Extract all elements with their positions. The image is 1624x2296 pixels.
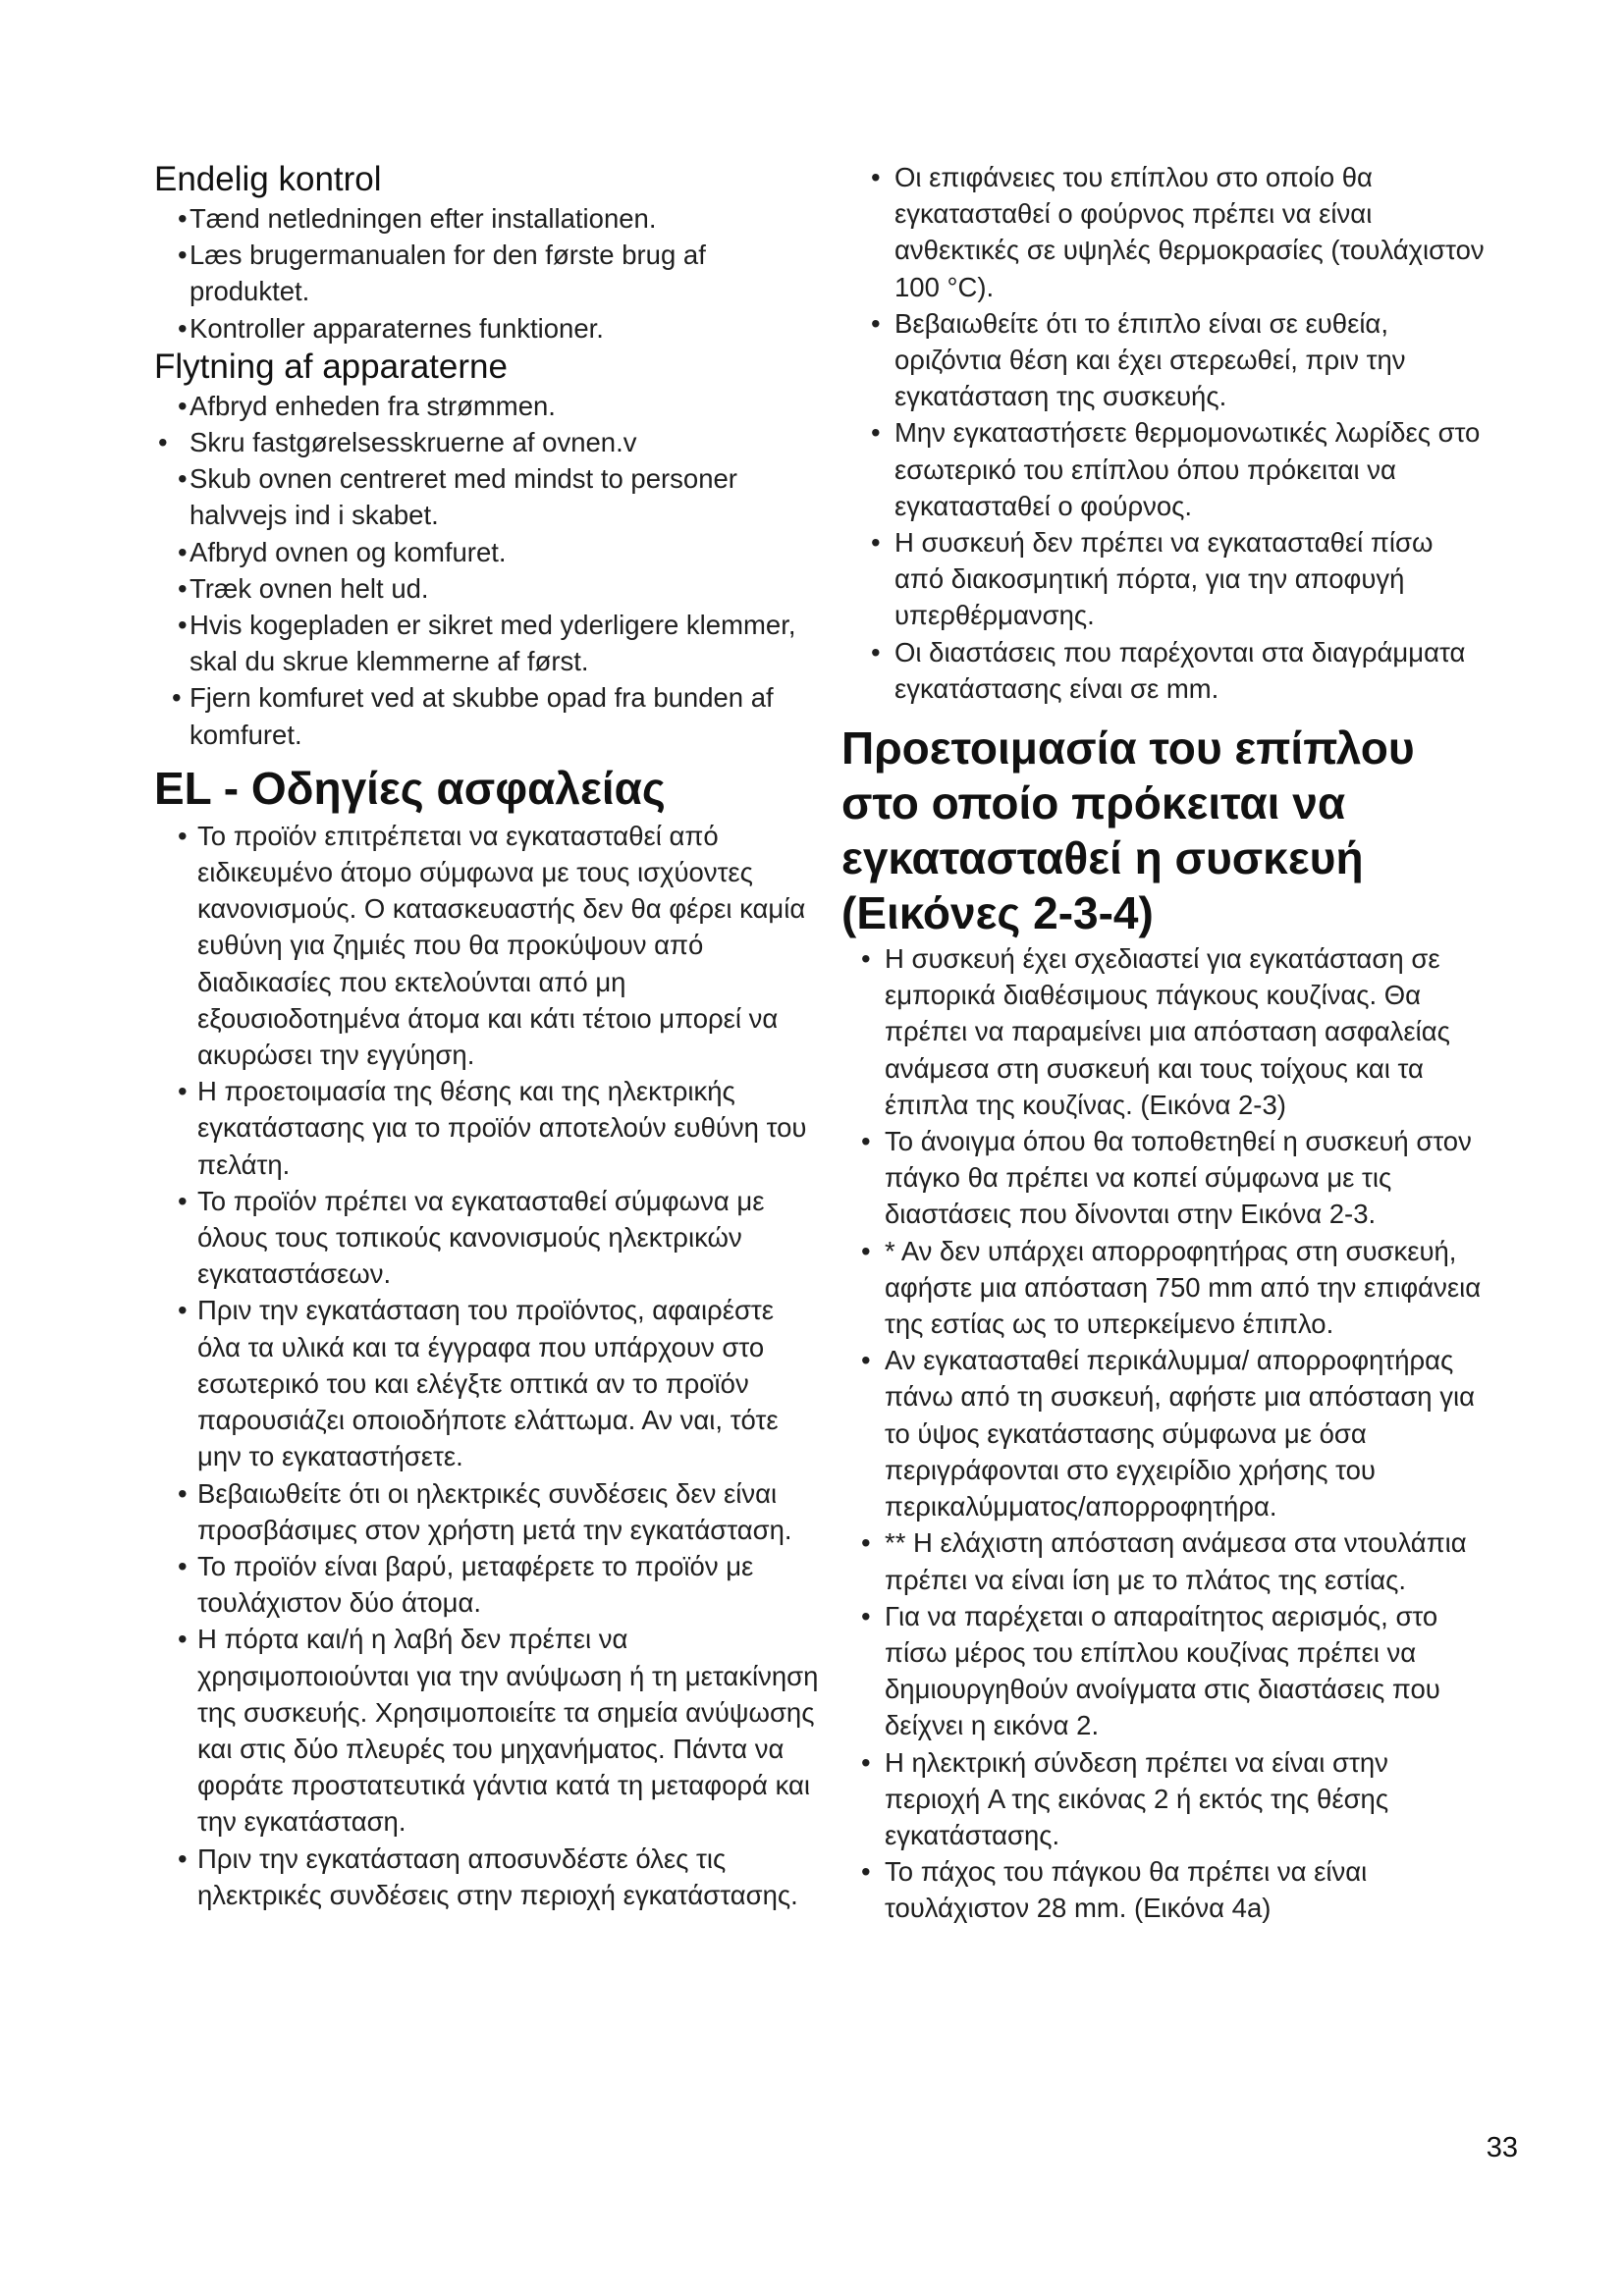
flytning-list	[154, 388, 822, 753]
list-item: • Το προϊόν πρέπει να εγκατασταθεί σύμφωνα με όλους τους τοπικούς κανονισμούς ηλεκτρικών εγκαταστάσεων.	[178, 1185, 765, 1290]
list-item: • Βεβαιωθείτε ότι οι ηλεκτρικές συνδέσεις δεν είναι προσβάσιμες στον χρήστη μετά την εγκατάσταση.	[178, 1477, 792, 1545]
list-item: • Η συσκευή έχει σχεδιαστεί για εγκατάσταση σε εμπορικά διαθέσιμους πάγκους κουζίνας. Θα πρέπει να παραμείνει μια απόσταση ασφαλείας ανάμεσα στη συσκευή και τους τοίχους και τα έπιπλα της κουζίνας. (Εικόνα 2-3)	[861, 943, 1450, 1120]
list-item: • Το άνοιγμα όπου θα τοποθετηθεί η συσκευή στον πάγκο θα πρέπει να κοπεί σύμφωνα με τις διαστάσεις που δίνονται στην Εικόνα 2-3.	[861, 1126, 1472, 1230]
list-item: • Træk ovnen helt ud.	[178, 572, 429, 604]
list-item: • * Αν δεν υπάρχει απορροφητήρας στη συσκευή, αφήστε μια απόσταση 750 mm από την επιφάνεια της εστίας ως το υπερκείμενο έπιπλο.	[861, 1235, 1482, 1340]
list-item: • Afbryd ovnen og komfuret.	[178, 536, 507, 567]
list-item: • Hvis kogepladen er sikret med yderligere klemmer, skal du skrue klemmerne af først.	[178, 610, 796, 677]
list-item: • Για να παρέχεται ο απαραίτητος αερισμός, στο πίσω μέρος του επίπλου κουζίνας πρέπει να δημιουργηθούν ανοίγματα στις διαστάσεις που δείχνει η εικόνα 2.	[861, 1600, 1440, 1741]
right-column	[841, 159, 1489, 1927]
el-safety-list	[154, 818, 822, 1913]
list-item: • ** Η ελάχιστη απόσταση ανάμεσα στα ντουλάπια πρέπει να είναι ίση με το πλάτος της εστίας.	[861, 1527, 1467, 1595]
list-item: • Οι διαστάσεις που παρέχονται στα διαγράμματα εγκατάστασης είναι σε mm.	[871, 636, 1466, 704]
list-item: • Η ηλεκτρική σύνδεση πρέπει να είναι στην περιοχή A της εικόνας 2 ή εκτός της θέσης εγκατάστασης.	[861, 1746, 1389, 1850]
list-item: • Το πάχος του πάγκου θα πρέπει να είναι τουλάχιστον 28 mm. (Εικόνα 4a)	[861, 1856, 1368, 1924]
list-item: • Η πόρτα και/ή η λαβή δεν πρέπει να χρησιμοποιούνται για την ανύψωση ή τη μετακίνηση της συσκευής. Χρησιμοποιείτε τα σημεία ανύψωσης και στις δύο πλευρές του μηχανήματος. Πάντα να φοράτε προστατευτικά γάντια κατά τη μεταφορά και την εγκατάσταση.	[178, 1624, 819, 1838]
list-item: • Afbryd enheden fra strømmen.	[178, 390, 556, 421]
list-item: • Skru fastgørelsesskruerne af ovnen.v	[158, 427, 637, 458]
list-item: • Οι επιφάνειες του επίπλου στο οποίο θα εγκατασταθεί ο φούρνος πρέπει να είναι ανθεκτικές σε υψηλές θερμοκρασίες (τουλάχιστον 100 °C).	[871, 162, 1485, 302]
list-item: • Η συσκευή δεν πρέπει να εγκατασταθεί πίσω από διακοσμητική πόρτα, για την αποφυγή υπερθέρμανσης.	[871, 527, 1434, 631]
list-item: • Το προϊόν επιτρέπεται να εγκατασταθεί από ειδικευμένο άτομο σύμφωνα με τους ισχύοντες κανονισμούς. Ο κατασκευαστής δεν θα φέρει καμία ευθύνη για ζημιές που θα προκύψουν από διαδικασίες που εκτελούνται από μη εξουσιοδοτημένα άτομα και κάτι τέτοιο μπορεί να ακυρώσει την εγγύηση.	[178, 820, 806, 1071]
heading-el-safety: EL - Οδηγίες ασφαλείας	[154, 762, 666, 814]
list-item: • Η προετοιμασία της θέσης και της ηλεκτρικής εγκατάστασης για το προϊόν αποτελούν ευθύνη του πελάτη.	[178, 1076, 807, 1180]
list-item: • Tænd netledningen efter installationen.	[178, 203, 657, 234]
list-item: • Πριν την εγκατάσταση αποσυνδέστε όλες τις ηλεκτρικές συνδέσεις στην περιοχή εγκατάστασης.	[178, 1842, 798, 1910]
list-item: • Skub ovnen centreret med mindst to personer halvvejs ind i skabet.	[178, 463, 737, 531]
furniture-requirements-list	[871, 159, 1489, 707]
list-item: • Πριν την εγκατάσταση του προϊόντος, αφαιρέστε όλα τα υλικά και τα έγγραφα που υπάρχουν στο εσωτερικό του και ελέγξτε οπτικά αν το προϊόν παρουσιάζει οποιοδήποτε ελάττωμα. Αν ναι, τότε μην το εγκαταστήσετε.	[178, 1295, 779, 1472]
left-column	[154, 159, 822, 1913]
kontrol-list	[154, 200, 822, 347]
heading-furniture-preparation: Προετοιμασία του επίπλου στο οποίο πρόκειται να εγκατασταθεί η συσκευή (Εικόνες 2-3-4)	[841, 722, 1415, 939]
heading-endelig-kontrol: Endelig kontrol	[154, 160, 382, 198]
list-item: • Læs brugermanualen for den første brug af produktet.	[178, 240, 706, 307]
list-item: • Μην εγκαταστήσετε θερμομονωτικές λωρίδες στο εσωτερικό του επίπλου όπου πρόκειται να εγκατασταθεί ο φούρνος.	[871, 417, 1481, 521]
heading-flytning: Flytning af apparaterne	[154, 347, 508, 386]
list-item: • Το προϊόν είναι βαρύ, μεταφέρετε το προϊόν με τουλάχιστον δύο άτομα.	[178, 1550, 754, 1619]
list-item: • Αν εγκατασταθεί περικάλυμμα/ απορροφητήρας πάνω από τη συσκευή, αφήστε μια απόσταση για το ύψος εγκατάστασης σύμφωνα με όσα περιγράφονται στο εγχειρίδιο χρήσης του περικαλύμματος/απορροφητήρα.	[861, 1345, 1475, 1522]
list-item: • Fjern komfuret ved at skubbe opad fra bunden af komfuret.	[172, 682, 774, 750]
page-number: 33	[1486, 2132, 1518, 2163]
list-item: • Kontroller apparaternes funktioner.	[178, 312, 604, 344]
preparation-list	[861, 940, 1489, 1926]
list-item: • Βεβαιωθείτε ότι το έπιπλο είναι σε ευθεία, οριζόντια θέση και έχει στερεωθεί, πριν την εγκατάσταση της συσκευής.	[871, 307, 1406, 412]
